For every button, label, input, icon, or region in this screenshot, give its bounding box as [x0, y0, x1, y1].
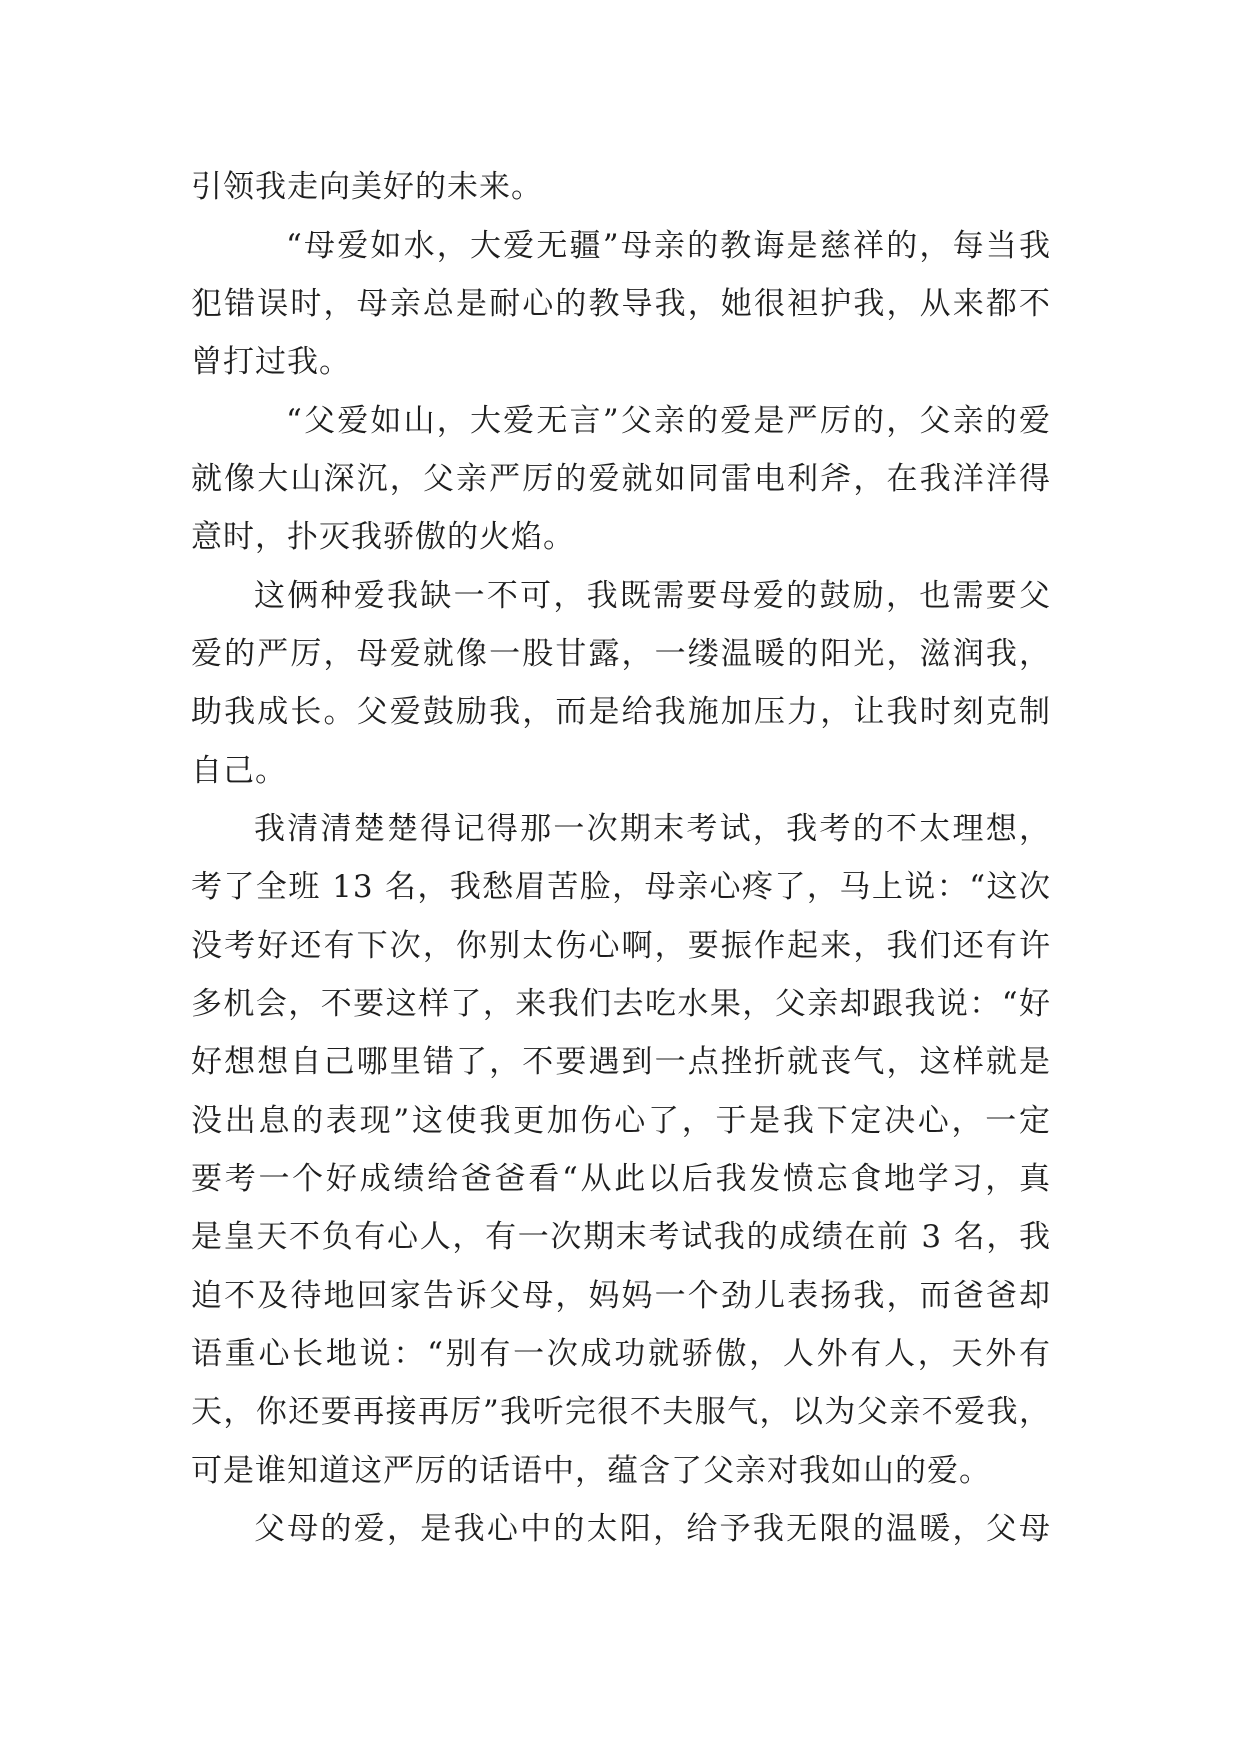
text-line: 曾打过我。	[191, 344, 351, 380]
text-line: 意时，扑灭我骄傲的火焰。	[191, 519, 575, 555]
text-line: 要考一个好成绩给爸爸看“从此以后我发愤忘食地学习，真	[191, 1161, 1051, 1197]
text-line: 可是谁知道这严厉的话语中，蕴含了父亲对我如山的爱。	[191, 1453, 991, 1489]
text-line: 好想想自己哪里错了，不要遇到一点挫折就丧气，这样就是	[191, 1044, 1051, 1080]
text-line: 没出息的表现”这使我更加伤心了，于是我下定决心，一定	[191, 1103, 1051, 1139]
text-line: “父爱如山，大爱无言”父亲的爱是严厉的，父亲的爱	[286, 403, 1051, 439]
text-line: 助我成长。父爱鼓励我，而是给我施加压力，让我时刻克制	[191, 694, 1051, 730]
text-line: 考了全班 13 名，我愁眉苦脸，母亲心疼了，马上说：“这次	[191, 869, 1051, 905]
text-line: 天，你还要再接再厉”我听完很不夫服气，以为父亲不爱我，	[191, 1394, 1051, 1430]
text-line: 就像大山深沉，父亲严厉的爱就如同雷电利斧，在我洋洋得	[191, 461, 1051, 497]
text-line: 是皇天不负有心人，有一次期末考试我的成绩在前 3 名，我	[191, 1219, 1051, 1255]
text-line: “母爱如水，大爱无疆”母亲的教诲是慈祥的，每当我	[286, 228, 1051, 264]
text-line: 自己。	[191, 753, 287, 789]
text-line: 我清清楚楚得记得那一次期末考试，我考的不太理想，	[254, 811, 1051, 847]
text-line: 没考好还有下次，你别太伤心啊，要振作起来，我们还有许	[191, 928, 1051, 964]
text-line: 引领我走向美好的未来。	[191, 169, 543, 205]
text-line: 语重心长地说：“别有一次成功就骄傲，人外有人，天外有	[191, 1336, 1051, 1372]
text-line: 迫不及待地回家告诉父母，妈妈一个劲儿表扬我，而爸爸却	[191, 1278, 1051, 1314]
text-line: 多机会，不要这样了，来我们去吃水果，父亲却跟我说：“好	[191, 986, 1051, 1022]
text-line: 父母的爱，是我心中的太阳，给予我无限的温暖，父母	[254, 1511, 1051, 1547]
text-line: 这俩种爱我缺一不可，我既需要母爱的鼓励，也需要父	[254, 578, 1051, 614]
text-line: 犯错误时，母亲总是耐心的教导我，她很袒护我，从来都不	[191, 286, 1051, 322]
text-line: 爱的严厉，母爱就像一股甘露，一缕温暖的阳光，滋润我，	[191, 636, 1051, 672]
